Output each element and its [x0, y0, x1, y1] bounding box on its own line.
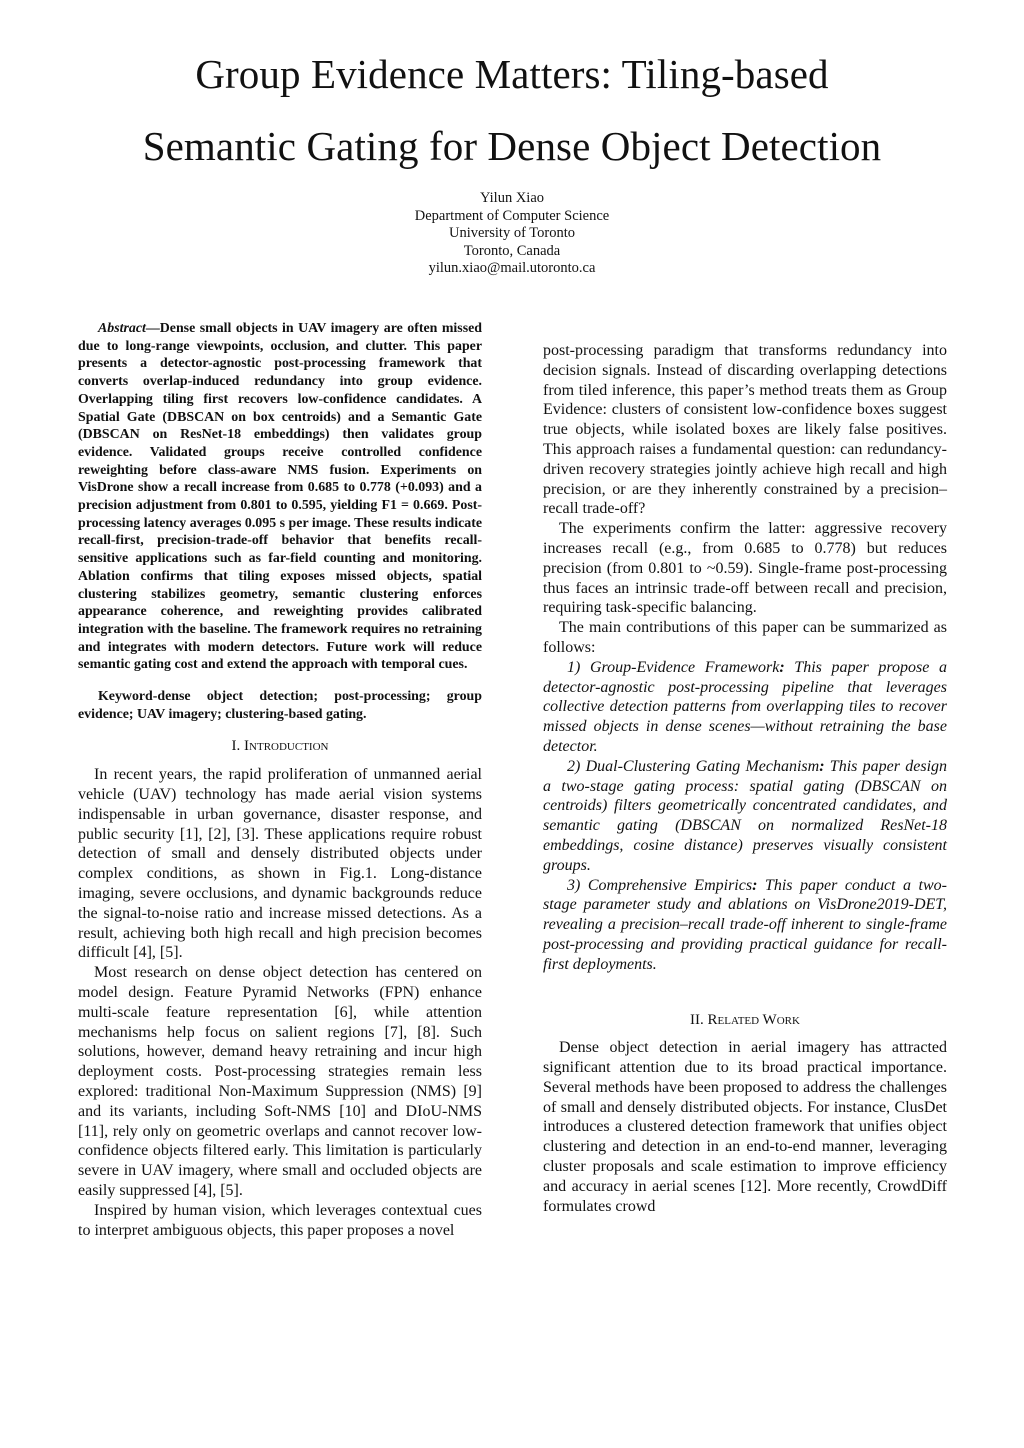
right-column: [543, 341, 947, 1216]
author-location: Toronto, Canada: [463, 242, 561, 259]
section-title: Introduction: [244, 738, 329, 755]
contribution-label: 3) Comprehensive Empirics: [567, 876, 753, 894]
contribution-text: This paper propose a detector-agnostic post-processing pipeline that leverages collective detection patterns from overlapping tiles to recover missed objects in dense scenes—without retraining the base detector.: [543, 658, 948, 755]
author-block: [0, 190, 1024, 278]
contribution-item: [543, 757, 947, 876]
section-heading-introduction: [78, 737, 482, 757]
contribution-sep: :: [819, 757, 825, 775]
contribution-text: This paper conduct a two-stage parameter study and ablations on VisDrone2019-DET, revealing a precision–recall trade-off inherent to single-frame post-processing and providing practical guidance for recall-first deployments.: [543, 876, 947, 973]
section-heading-related-work: [543, 1011, 947, 1031]
section-title: Related Work: [707, 1011, 800, 1028]
contribution-text: This paper design a two-stage gating process: spatial gating (DBSCAN on centroids) filters geometrically concentrated candidates, and semantic gating (DBSCAN on normalized ResNet-18 embeddings, cosine distance) preserves visually consistent groups.: [543, 757, 948, 874]
section-number: I.: [231, 738, 241, 755]
contribution-label: 2) Dual-Clustering Gating Mechanism: [567, 757, 820, 775]
paper-title: [0, 38, 1024, 182]
intro-paragraph: In recent years, the rapid proliferation of unmanned aerial vehicle (UAV) technology has made aerial vision systems indispensable in urban governance, disaster response, and public security [1], [2], [3]. These applications require robust detection of small and densely distributed objects under complex conditions, as shown in Fig.1. Long-distance imaging, severe occlusions, and dynamic backgrounds reduce the signal-to-noise ratio and increase missed detections. As a result, achieving both high recall and high precision becomes difficult [4], [5].: [78, 766, 482, 962]
contribution-label: 1) Group-Evidence Framework: [567, 658, 780, 676]
body-paragraph: The experiments confirm the latter: aggressive recovery increases recall (e.g., from 0.685 to 0.778) but reduces precision (from 0.801 to ~0.59). Single-frame post-processing thus faces an intrinsic trade-off between recall and precision, requiring task-specific balancing.: [543, 520, 947, 617]
abstract: [78, 320, 482, 674]
title-line-1: Group Evidence Matters: Tiling-based: [195, 51, 829, 97]
left-column: [78, 320, 482, 1240]
body-paragraph: The main contributions of this paper can be summarized as follows:: [543, 619, 947, 656]
abstract-text: —Dense small objects in UAV imagery are often missed due to long-range viewpoints, occlusion, and clutter. This paper presents a detector-agnostic post-processing framework that converts overlap-induced redundancy into group evidence. Overlapping tiling first recovers low-confidence candidates. A Spatial Gate (DBSCAN on box centroids) and a Semantic Gate (DBSCAN on ResNet-18 embeddings) then validates group evidence. Validated groups receive controlled confidence reweighting before class-aware NMS fusion. Experiments on VisDrone show a recall increase from 0.685 to 0.778 (+0.093) and a precision adjustment from 0.801 to 0.595, yielding F1 = 0.669. Post-processing latency averages 0.095 s per image. These results indicate recall-first, precision-trade-off behavior that benefits recall-sensitive applications such as far-field counting and monitoring. Ablation confirms that tiling exposes missed objects, spatial clustering stabilizes geometry, semantic clustering enforces appearance coherence, and reweighting provides calibrated integration with the baseline. The framework requires no retraining and integrates with modern detectors. Future work will reduce semantic gating cost and extend the approach with temporal cues.: [78, 321, 482, 673]
keywords: Keyword-dense object detection; post-processing; group evidence; UAV imagery; clustering-based gating.: [78, 689, 482, 722]
title-line-2: Semantic Gating for Dense Object Detection: [142, 123, 882, 169]
author-university: University of Toronto: [449, 225, 575, 242]
author-department: Department of Computer Science: [414, 207, 610, 224]
contribution-item: [543, 876, 947, 975]
contribution-sep: :: [752, 876, 758, 894]
intro-paragraph: Inspired by human vision, which leverages contextual cues to interpret ambiguous objects, this paper proposes a novel: [78, 1201, 482, 1239]
section-number: II.: [690, 1011, 704, 1028]
related-paragraph: Dense object detection in aerial imagery has attracted significant attention due to its broad practical importance. Several methods have been proposed to address the challenges of small and densely distributed objects. For instance, ClusDet introduces a clustered detection framework that unifies object clustering and detection in an end-to-end manner, leveraging cluster proposals and scale estimation to improve efficiency and accuracy in aerial scenes [12]. More recently, CrowdDiff formulates crowd: [543, 1039, 947, 1215]
intro-paragraph: Most research on dense object detection has centered on model design. Feature Pyramid Networks (FPN) enhance multi-scale feature representation [6], while attention mechanisms help focus on salient regions [7], [8]. Such solutions, however, demand heavy retraining and incur high deployment costs. Post-processing strategies remain less explored: traditional Non-Maximum Suppression (NMS) [9] and its variants, including Soft-NMS [10] and DIoU-NMS [11], rely only on geometric overlaps and cannot recover low-confidence objects filtered early. This limitation is particularly severe in UAV imagery, where small and occluded objects are easily suppressed [4], [5].: [78, 964, 482, 1199]
author-email: yilun.xiao@mail.utoronto.ca: [428, 260, 596, 277]
contribution-item: [543, 658, 947, 757]
abstract-lead: Abstract: [98, 321, 146, 336]
contribution-sep: :: [779, 658, 785, 676]
author-name: Yilun Xiao: [479, 190, 545, 206]
body-paragraph: post-processing paradigm that transforms redundancy into decision signals. Instead of discarding overlapping detections from tiled inference, this paper’s method treats them as Group Evidence: clusters of consistent low-confidence boxes suggest true objects, while isolated boxes are likely false positives. This approach raises a fundamental question: can redundancy-driven recovery strategies jointly achieve high recall and high precision, or are they inherently constrained by a precision–recall trade-off?: [543, 342, 947, 518]
